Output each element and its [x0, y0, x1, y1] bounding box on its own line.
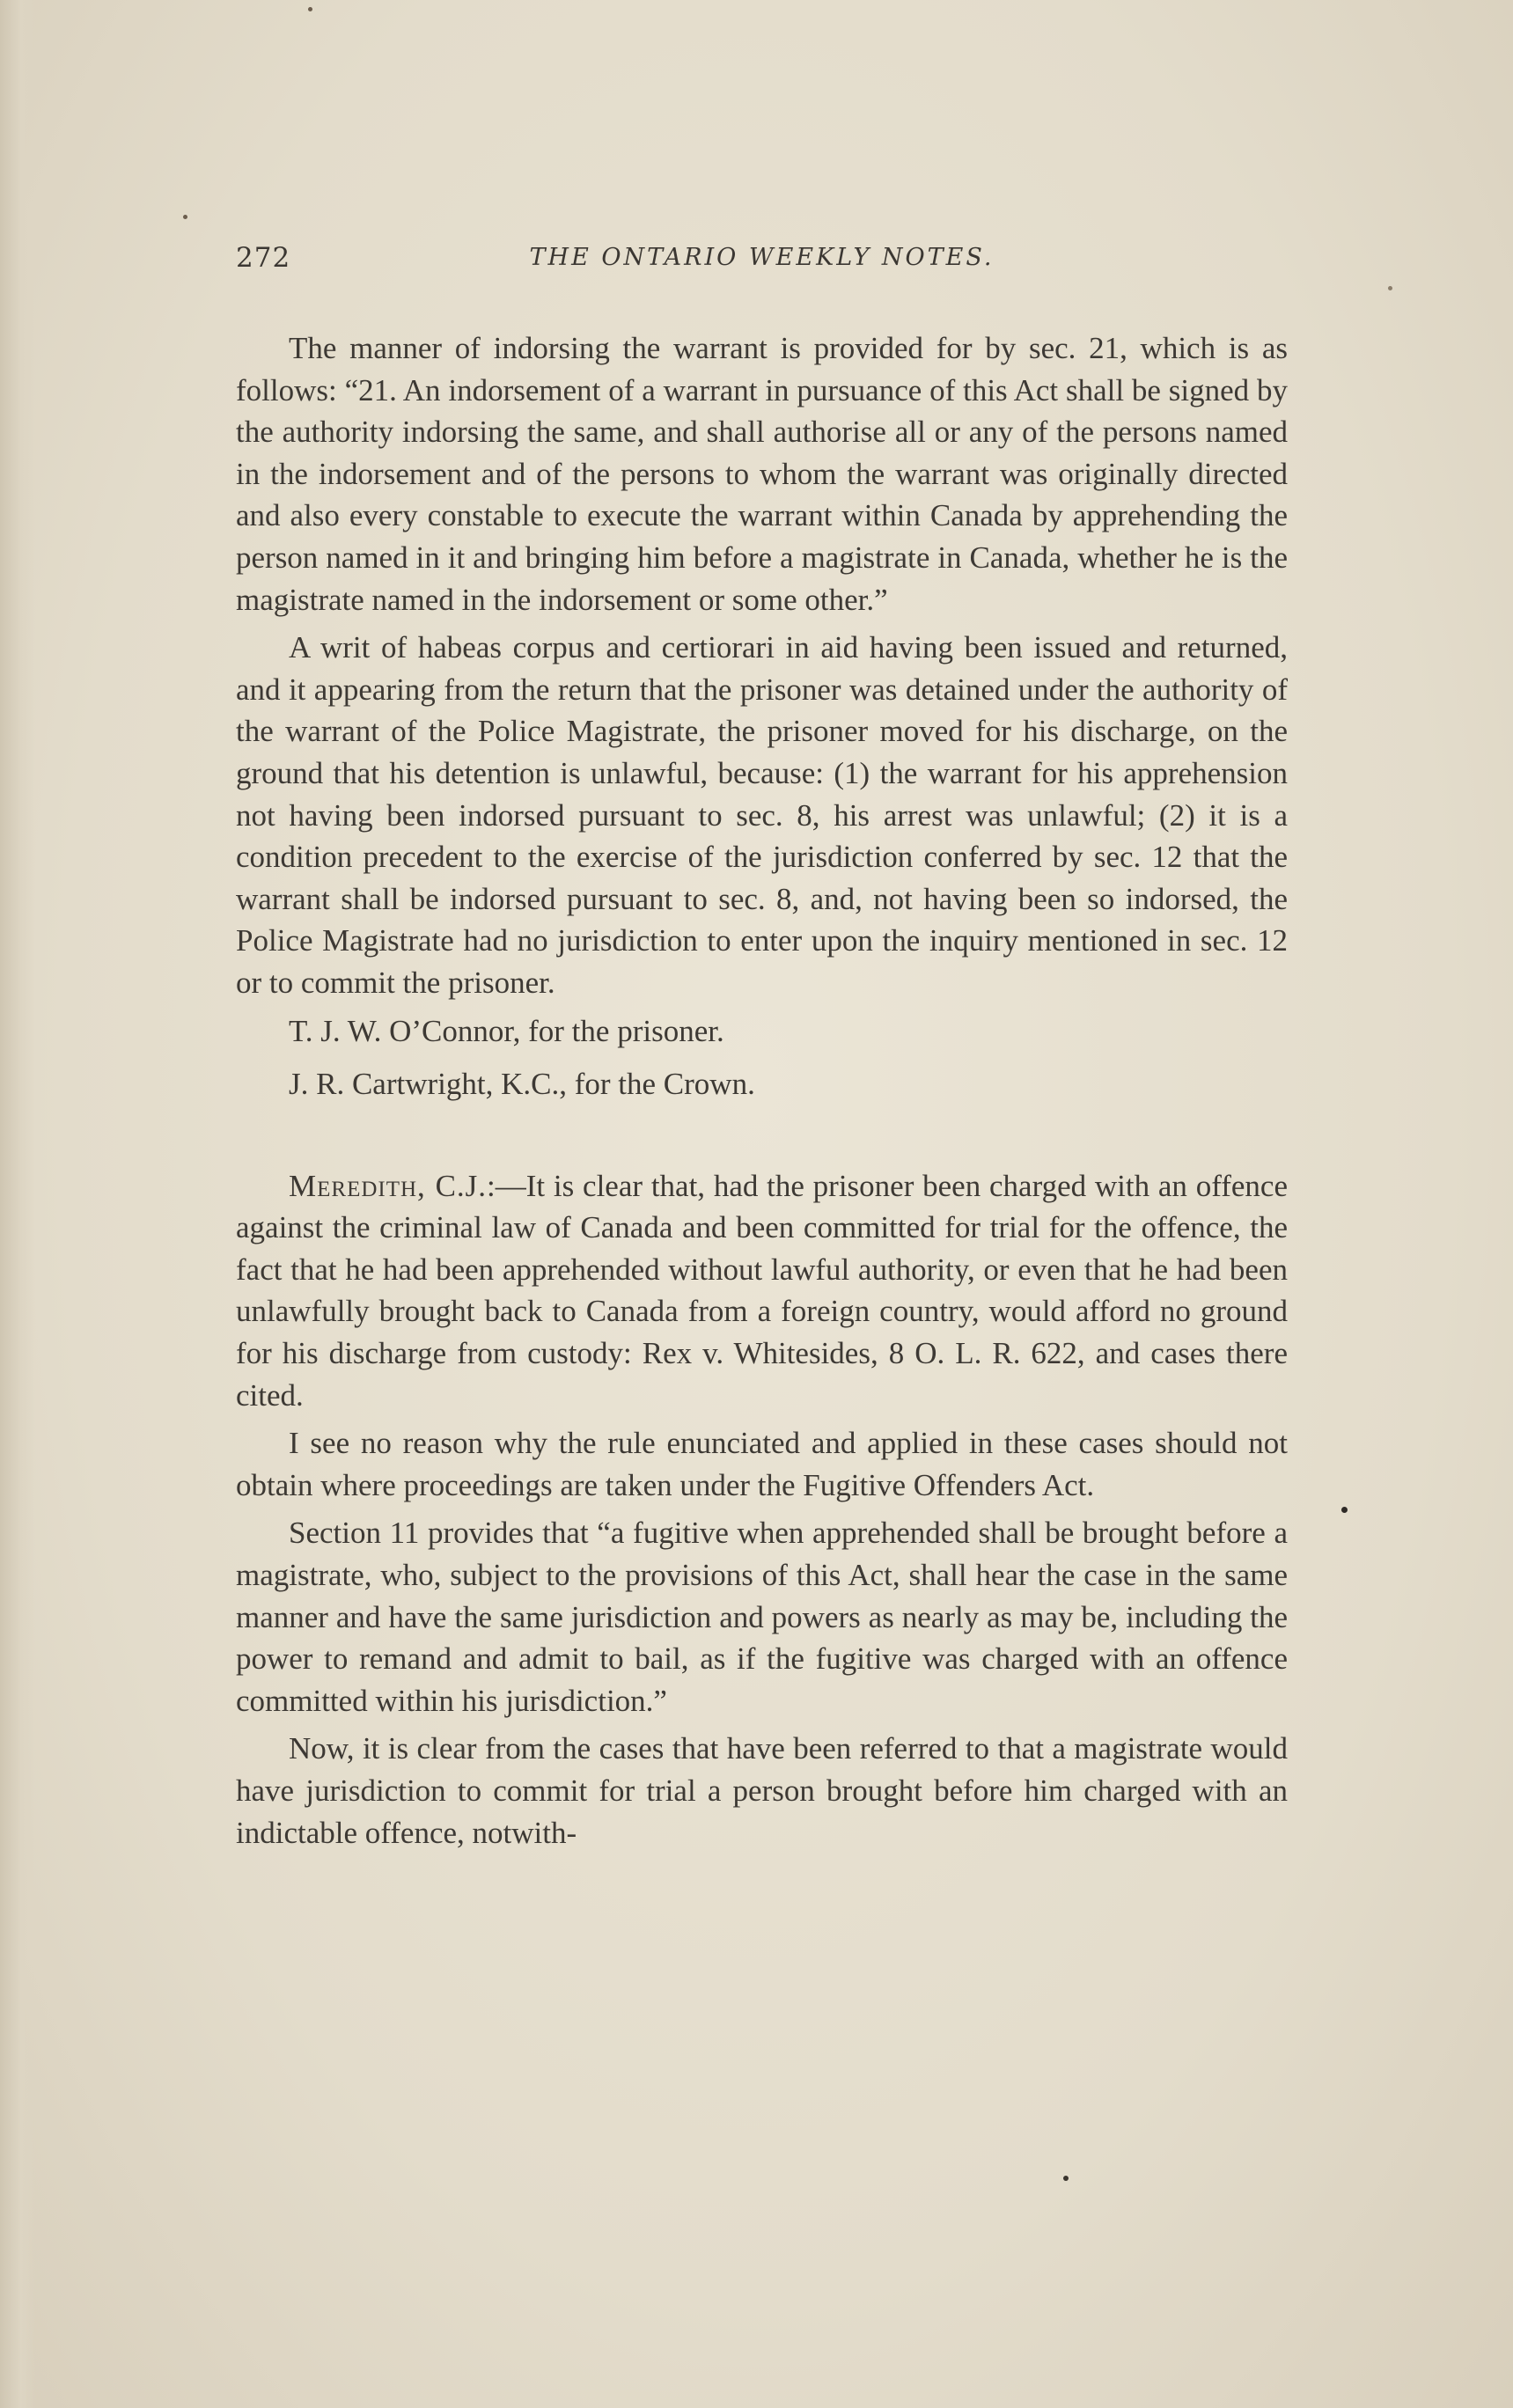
ink-speck [1341, 1507, 1348, 1513]
page-body [236, 327, 1288, 1860]
ink-speck [1063, 2176, 1069, 2181]
counsel-prisoner: T. J. W. O’Connor, for the prisoner. [289, 1013, 724, 1048]
ink-speck [183, 215, 187, 219]
judgment-paragraph: Section 11 provides that “a fugitive when apprehended shall be brought before a magistrate, who, subject to the provisions of this Act, shall hear the case in the same manner and have the same jurisdiction and powers as nearly as may be, including the power to remand and admit to bail, as if the fugitive was charged with an offence committed within his jurisdiction.” [236, 1516, 1288, 1718]
paragraph-indorsement: The manner of indorsing the warrant is provided for by sec. 21, which is as follows: “21. An indorsement of a warrant in pursuance of this Act shall be signed by the authority indorsing the same, and shall authorise all or any of the persons named in the indorsement and of the persons to whom the warrant was originally directed and also every constable to execute the warrant within Canada by apprehending the person named in it and bringing him before a magistrate in Canada, whether he is the magistrate named in the indorsement or some other.” [236, 331, 1288, 617]
judgment-opening [236, 1165, 1288, 1417]
judgment-opening-text: :—It is clear that, had the prisoner been charged with an offence against the criminal law of Canada and been committed for trial for the offence, the fact that he had been apprehended without lawful authority, or even that he had been unlawfully brought back to Canada from a foreign country, would afford no ground for his discharge from custody: Rex v. Whitesides, 8 O. L. R. 622, and cases there cited. [236, 1168, 1288, 1413]
page-number: 272 [236, 242, 291, 274]
running-title: THE ONTARIO WEEKLY NOTES. [529, 244, 995, 271]
judgment-paragraph: Now, it is clear from the cases that have been referred to that a magistrate would have jurisdiction to commit for trial a person brought before him charged with an indictable offence, notwith- [236, 1731, 1288, 1850]
judge-name: Meredith, C.J. [289, 1168, 488, 1203]
ink-speck [1388, 286, 1392, 290]
judgment-paragraph: I see no reason why the rule enunciated and applied in these cases should not obtain where proceedings are taken under the Fugitive Offenders Act. [236, 1426, 1288, 1502]
ink-speck [308, 7, 312, 11]
page-gutter-shadow [0, 0, 35, 2408]
paragraph-habeas-corpus: A writ of habeas corpus and certiorari in aid having been issued and returned, and it appearing from the return that the prisoner was detained under the authority of the warrant of the Police Magistrate, the prisoner moved for his discharge, on the ground that his detention is unlawful, because: (1) the warrant for his apprehension not having been indorsed pursuant to sec. 8, his arrest was unlawful; (2) it is a condition precedent to the exercise of the jurisdiction conferred by sec. 12 that the warrant shall be indorsed pursuant to sec. 8, and, not having been so indorsed, the Police Magistrate had no jurisdiction to enter upon the inquiry mentioned in sec. 12 or to commit the prisoner. [236, 630, 1288, 1000]
page-header [236, 242, 1288, 286]
counsel-crown: J. R. Cartwright, K.C., for the Crown. [289, 1067, 755, 1102]
